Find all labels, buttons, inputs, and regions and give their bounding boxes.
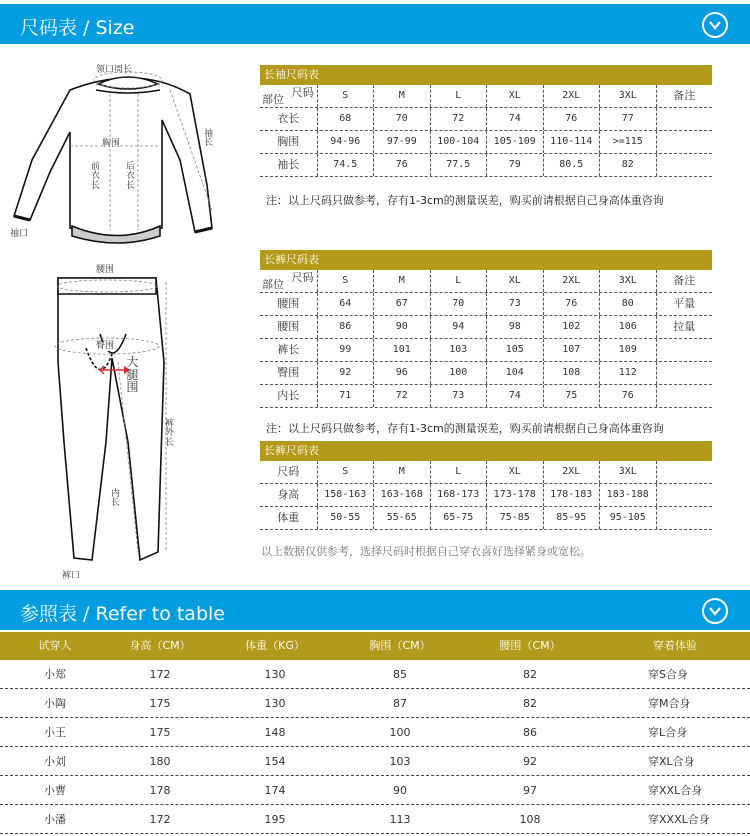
- header-cell: S: [317, 270, 374, 292]
- ref-cell: 穿S合身: [648, 668, 688, 681]
- label-sleeve: 袖长: [203, 129, 213, 149]
- table-row: [260, 293, 712, 316]
- ref-cell: 85: [393, 668, 407, 681]
- ref-header-cell: 腰围（CM）: [499, 639, 561, 652]
- table-row: [260, 484, 712, 507]
- pants-drawing: [0, 262, 240, 584]
- table-cell: 163-168: [373, 484, 430, 506]
- table-row: [0, 718, 750, 747]
- table-cell: 76: [599, 385, 656, 407]
- table-corner: 尺码: [277, 465, 300, 478]
- table-cell: >=115: [599, 131, 656, 153]
- header-cell: S: [317, 461, 374, 483]
- table-cell: 77: [599, 108, 656, 130]
- table-cell: 72: [430, 108, 487, 130]
- empty-cell: [656, 507, 713, 529]
- row-label: 胸围: [277, 135, 300, 148]
- table-cell: 92: [317, 362, 374, 384]
- table-cell: 50-55: [317, 507, 374, 529]
- table-cell: 98: [486, 316, 543, 338]
- ref-cell: 穿XL合身: [648, 755, 695, 768]
- ref-cell: 82: [523, 668, 537, 681]
- table-cell: 107: [543, 339, 600, 361]
- pants-table: [260, 250, 712, 408]
- table-cell: [656, 362, 713, 384]
- reference-header-row: [0, 632, 750, 660]
- table-row: [260, 154, 712, 177]
- table-cell: [656, 131, 713, 153]
- refer-banner: [0, 590, 750, 630]
- table-cell: 75: [543, 385, 600, 407]
- table-cell: 102: [543, 316, 600, 338]
- header-cell: L: [430, 85, 487, 107]
- table-cell: 100: [430, 362, 487, 384]
- fit-table: [260, 441, 712, 530]
- ref-cell: 174: [264, 784, 286, 797]
- table-header-row: [260, 461, 712, 484]
- header-cell: M: [373, 85, 430, 107]
- ref-cell: 180: [149, 755, 171, 768]
- table-cell: 104: [486, 362, 543, 384]
- ref-cell: 195: [264, 813, 286, 826]
- table-row: [260, 507, 712, 530]
- chevron-down-circle-icon[interactable]: [702, 12, 728, 38]
- table-cell: 64: [317, 293, 374, 315]
- table-cell: 70: [373, 108, 430, 130]
- table-cell: 105-109: [486, 131, 543, 153]
- ref-header-cell: 胸围（CM）: [369, 639, 431, 652]
- table-cell: 96: [373, 362, 430, 384]
- row-label: 袖长: [277, 158, 300, 171]
- table-row: [260, 108, 712, 131]
- table-cell: [656, 339, 713, 361]
- ref-cell: 97: [523, 784, 537, 797]
- ref-cell: 172: [149, 813, 171, 826]
- table-cell: 100-104: [430, 131, 487, 153]
- ref-cell: 穿XXXL合身: [648, 813, 710, 826]
- ref-header-cell: 穿着体验: [653, 639, 697, 652]
- table-cell: 76: [543, 108, 600, 130]
- long-sleeve-table: [260, 65, 712, 177]
- table-row: [260, 339, 712, 362]
- table-cell: 74.5: [317, 154, 374, 176]
- label-front: 前衣长: [90, 162, 100, 191]
- row-label: 身高: [277, 488, 300, 501]
- header-cell: 备注: [656, 85, 713, 107]
- table-cell: 110-114: [543, 131, 600, 153]
- fit-note: 以上数据仅供参考，选择尺码时根据自己穿衣喜好选择紧身或宽松。: [261, 545, 591, 558]
- table-cell: 173-178: [486, 484, 543, 506]
- table-row: [0, 747, 750, 776]
- header-cell: 2XL: [543, 270, 600, 292]
- table-cell: 79: [486, 154, 543, 176]
- ref-cell: 小潘: [44, 813, 66, 826]
- label-back: 后衣长: [125, 162, 135, 191]
- table-row: [0, 660, 750, 689]
- table-row: [0, 805, 750, 834]
- ref-cell: 小刘: [44, 755, 66, 768]
- label-collar: 领口周长: [96, 65, 133, 75]
- table-cell: 65-75: [430, 507, 487, 529]
- ref-cell: 154: [264, 755, 286, 768]
- header-cell: 2XL: [543, 85, 600, 107]
- ref-cell: 小郑: [44, 668, 66, 681]
- header-cell: L: [430, 461, 487, 483]
- table-cell: 112: [599, 362, 656, 384]
- table-cell: 67: [373, 293, 430, 315]
- table-cell: 73: [486, 293, 543, 315]
- table-cell: 86: [317, 316, 374, 338]
- header-cell: L: [430, 270, 487, 292]
- size-banner-title: 尺码表 / Size: [20, 17, 135, 39]
- ref-cell: 108: [519, 813, 541, 826]
- table-row: [260, 362, 712, 385]
- table-cell: 183-188: [599, 484, 656, 506]
- ref-cell: 穿XXL合身: [648, 784, 703, 797]
- table-cell: 105: [486, 339, 543, 361]
- ref-cell: 86: [523, 726, 537, 739]
- ref-cell: 穿M合身: [648, 697, 691, 710]
- table-cell: 75-85: [486, 507, 543, 529]
- empty-cell: [656, 484, 713, 506]
- header-cell: XL: [486, 270, 543, 292]
- table-row: [260, 385, 712, 408]
- header-cell: 2XL: [543, 461, 600, 483]
- table-cell: 90: [373, 316, 430, 338]
- table-cell: 99: [317, 339, 374, 361]
- ref-header-cell: 身高（CM）: [129, 639, 191, 652]
- table-cell: 94: [430, 316, 487, 338]
- table-corner: [260, 85, 317, 107]
- corner-part: 部位: [262, 278, 284, 291]
- row-label: 内长: [277, 389, 300, 402]
- table-cell: 178-183: [543, 484, 600, 506]
- table-cell: 平量: [656, 293, 713, 315]
- refer-banner-title: 参照表 / Refer to table: [20, 603, 225, 625]
- header-cell: 备注: [656, 270, 713, 292]
- table-cell: 55-65: [373, 507, 430, 529]
- table-cell: 拉量: [656, 316, 713, 338]
- label-chest: 胸围: [102, 139, 121, 149]
- header-cell: M: [373, 270, 430, 292]
- header-cell: XL: [486, 85, 543, 107]
- header-cell: M: [373, 461, 430, 483]
- table-cell: 74: [486, 108, 543, 130]
- jacket-drawing: [0, 60, 240, 250]
- table-cell: 106: [599, 316, 656, 338]
- table-cell: 158-163: [317, 484, 374, 506]
- table-header-row: [260, 270, 712, 293]
- row-label: 裤长: [277, 343, 300, 356]
- table-cell: 168-173: [430, 484, 487, 506]
- ref-header-cell: 体重（KG）: [245, 639, 305, 652]
- ref-cell: 小王: [44, 726, 66, 739]
- row-label: 臀围: [277, 366, 300, 379]
- row-label: 体重: [277, 511, 300, 524]
- label-hip: 臀围: [96, 341, 115, 351]
- table-cell: 109: [599, 339, 656, 361]
- jacket-illustration: [0, 60, 240, 250]
- ref-cell: 148: [264, 726, 286, 739]
- table-cell: 82: [599, 154, 656, 176]
- label-waist: 腰围: [96, 265, 115, 275]
- ref-cell: 103: [389, 755, 411, 768]
- table-row: [260, 316, 712, 339]
- ref-cell: 90: [393, 784, 407, 797]
- ref-cell: 113: [389, 813, 411, 826]
- header-cell: XL: [486, 461, 543, 483]
- label-hem: 裤口: [62, 571, 81, 581]
- row-label: 腰围: [277, 297, 300, 310]
- table-cell: 77.5: [430, 154, 487, 176]
- ref-header-cell: 试穿人: [38, 639, 72, 652]
- long-sleeve-note: 注：以上尺码只做参考，存有1-3cm的测量误差，购买前请根据自己身高体重咨询: [266, 194, 664, 207]
- ref-cell: 87: [393, 697, 407, 710]
- table-cell: 101: [373, 339, 430, 361]
- ref-cell: 92: [523, 755, 537, 768]
- ref-cell: 130: [264, 668, 286, 681]
- table-cell: 94-96: [317, 131, 374, 153]
- table-cell: 74: [486, 385, 543, 407]
- table-cell: 97-99: [373, 131, 430, 153]
- label-outer: 裤外长: [164, 419, 174, 448]
- header-cell: 3XL: [599, 270, 656, 292]
- label-thigh: 大腿围: [126, 355, 139, 395]
- empty-cell: [656, 461, 713, 483]
- header-cell: 3XL: [599, 85, 656, 107]
- table-cell: 108: [543, 362, 600, 384]
- table-row: [0, 776, 750, 805]
- table-caption: 长裤尺码表: [260, 250, 712, 270]
- corner-size: 尺码: [291, 86, 314, 99]
- table-cell: 73: [430, 385, 487, 407]
- table-cell: 68: [317, 108, 374, 130]
- table-cell: 80.5: [543, 154, 600, 176]
- table-row: [0, 689, 750, 718]
- pants-note: 注：以上尺码只做参考，存有1-3cm的测量误差，购买前请根据自己身高体重咨询: [266, 422, 664, 435]
- table-cell: 103: [430, 339, 487, 361]
- corner-size: 尺码: [291, 271, 314, 284]
- table-cell: 76: [543, 293, 600, 315]
- table-row: [260, 131, 712, 154]
- row-label: 腰围: [277, 320, 300, 333]
- table-corner: [260, 270, 317, 292]
- table-cell: 80: [599, 293, 656, 315]
- ref-cell: 172: [149, 668, 171, 681]
- table-cell: [656, 385, 713, 407]
- table-caption: 长袖尺码表: [260, 65, 712, 85]
- ref-cell: 175: [149, 726, 171, 739]
- ref-cell: 100: [389, 726, 411, 739]
- ref-cell: 175: [149, 697, 171, 710]
- label-inner: 内长: [110, 489, 120, 509]
- ref-cell: 穿L合身: [648, 726, 688, 739]
- label-cuff: 袖口: [10, 229, 29, 239]
- row-label: 衣长: [277, 112, 300, 125]
- table-cell: 76: [373, 154, 430, 176]
- ref-cell: 小曹: [44, 784, 66, 797]
- ref-cell: 130: [264, 697, 286, 710]
- header-cell: S: [317, 85, 374, 107]
- table-cell: [656, 154, 713, 176]
- table-cell: 95-105: [599, 507, 656, 529]
- pants-illustration: [0, 262, 240, 584]
- table-cell: 72: [373, 385, 430, 407]
- table-cell: 85-95: [543, 507, 600, 529]
- ref-cell: 82: [523, 697, 537, 710]
- table-cell: 70: [430, 293, 487, 315]
- table-header-row: [260, 85, 712, 108]
- chevron-down-circle-icon[interactable]: [702, 598, 728, 624]
- ref-cell: 178: [149, 784, 171, 797]
- header-cell: 3XL: [599, 461, 656, 483]
- table-cell: [656, 108, 713, 130]
- table-caption: 长裤尺码表: [260, 441, 712, 461]
- table-cell: 71: [317, 385, 374, 407]
- ref-cell: 小陶: [44, 697, 66, 710]
- size-banner: [0, 4, 750, 44]
- corner-part: 部位: [262, 93, 284, 106]
